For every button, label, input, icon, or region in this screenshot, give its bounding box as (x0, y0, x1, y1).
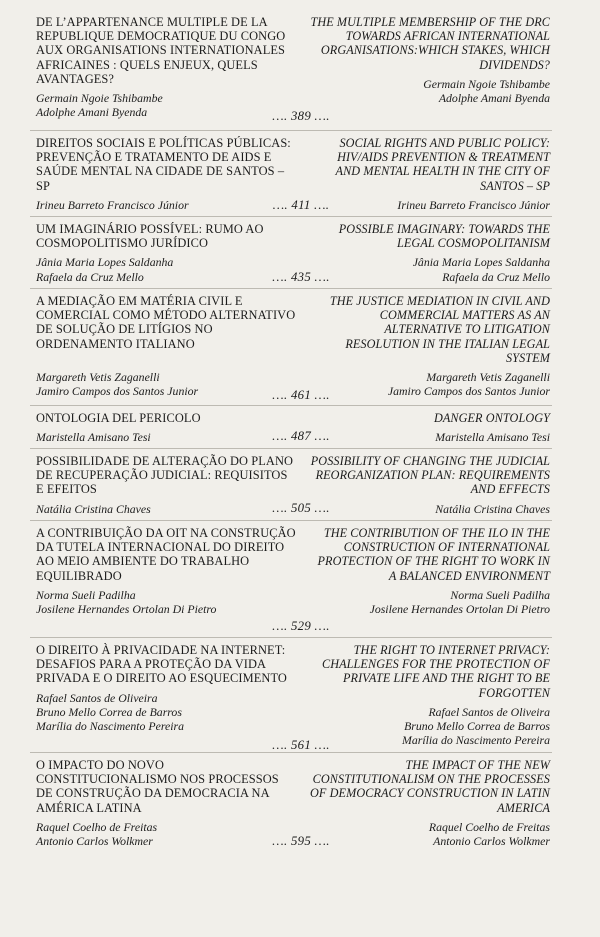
entry-original (36, 526, 298, 616)
article-title-english[interactable]: DANGER ONTOLOGY (433, 411, 550, 425)
entry-translation (310, 454, 550, 516)
author-name: Marília do Nascimento Pereira (36, 719, 184, 734)
author-name: Josilene Hernandes Ortolan Di Pietro (369, 602, 550, 617)
article-title-english[interactable]: POSSIBLE IMAGINARY: TOWARDS THE LEGAL COSMOPOLITANISM (338, 222, 550, 251)
author-name: Maristella Amisano Tesi (36, 430, 151, 445)
article-title[interactable]: DIREITOS SOCIAIS E POLÍTICAS PÚBLICAS: PREVENÇÃO E TRATAMENTO DE AIDS E SAÚDE MENTAL NA CIDADE DE SANTOS – SP (36, 136, 291, 193)
article-title[interactable]: ONTOLOGIA DEL PERICOLO (36, 411, 201, 425)
entry-divider (30, 288, 552, 289)
author-name: Rafael Santos de Oliveira (428, 704, 550, 719)
article-title-english[interactable]: THE CONTRIBUTION OF THE ILO IN THE CONSTRUCTION OF INTERNATIONAL PROTECTION OF THE RIGHT TO WORK IN A BALANCED ENVIRONMENT (317, 526, 550, 583)
author-name: Raquel Coelho de Freitas (428, 819, 550, 834)
author-list (310, 255, 550, 284)
author-name: Margareth Vetis Zaganelli (36, 369, 160, 384)
author-name: Adolphe Amani Byenda (438, 91, 550, 106)
author-name: Jânia Maria Lopes Saldanha (36, 255, 174, 270)
author-list (310, 77, 550, 106)
entry-translation (310, 15, 550, 105)
entry-divider (30, 637, 552, 638)
entry-translation (310, 643, 550, 748)
author-name: Norma Sueli Padilha (450, 587, 550, 602)
author-name: Maristella Amisano Tesi (435, 430, 550, 445)
author-list (310, 820, 550, 849)
article-title-english[interactable]: THE JUSTICE MEDIATION IN CIVIL AND COMMERCIAL MATTERS AS AN ALTERNATIVE TO LITIGATION RESOLUTION IN THE ITALIAN LEGAL SYSTEM (329, 294, 550, 365)
entry-divider (30, 216, 552, 217)
author-name: Bruno Mello Correa de Barros (404, 719, 550, 734)
article-title-english[interactable]: SOCIAL RIGHTS AND PUBLIC POLICY: HIV/AIDS PREVENTION & TREATMENT AND MENTAL HEALTH IN THE CITY OF SANTOS – SP (335, 136, 550, 193)
author-name: Jânia Maria Lopes Saldanha (412, 255, 550, 270)
article-title-english[interactable]: POSSIBILITY OF CHANGING THE JUDICIAL REORGANIZATION PLAN: REQUIREMENTS AND EFFECTS (310, 454, 550, 497)
entry-original (36, 643, 298, 734)
author-name: Natália Cristina Chaves (435, 501, 550, 516)
entry-divider (30, 405, 552, 406)
entry-divider (30, 448, 552, 449)
entry-translation (310, 294, 550, 399)
author-name: Adolphe Amani Byenda (36, 105, 148, 120)
article-title[interactable]: POSSIBILIDADE DE ALTERAÇÃO DO PLANO DE RECUPERAÇÃO JUDICIAL: REQUISITOS E EFEITOS (36, 454, 294, 497)
author-name: Raquel Coelho de Freitas (36, 819, 158, 834)
author-list (310, 198, 550, 212)
page-number[interactable]: …. 389 …. (272, 109, 330, 123)
entry-original (36, 15, 298, 120)
article-title-english[interactable]: THE MULTIPLE MEMBERSHIP OF THE DRC TOWARDS AFRICAN INTERNATIONAL ORGANISATIONS:WHICH STAKES, WHICH DIVIDENDS? (310, 15, 550, 72)
page-number[interactable]: …. 505 …. (272, 501, 330, 515)
author-list (310, 705, 550, 748)
entry-translation (310, 222, 550, 284)
author-list (36, 691, 298, 734)
page-number[interactable]: …. 411 …. (272, 198, 330, 212)
author-name: Margareth Vetis Zaganelli (426, 370, 550, 385)
author-name: Norma Sueli Padilha (36, 587, 136, 602)
author-name: Marília do Nascimento Pereira (402, 733, 550, 748)
entry-divider (30, 752, 552, 753)
author-name: Jamiro Campos dos Santos Junior (36, 384, 199, 399)
page-number[interactable]: …. 561 …. (272, 738, 330, 752)
entry-translation (310, 136, 550, 212)
entry-translation (310, 758, 550, 848)
article-title[interactable]: A MEDIAÇÃO EM MATÉRIA CIVIL E COMERCIAL COMO MÉTODO ALTERNATIVO DE SOLUÇÃO DE LITÍGIOS NO ORDENAMENTO ITALIANO (36, 294, 296, 351)
author-name: Rafaela da Cruz Mello (442, 269, 550, 284)
author-name: Rafaela da Cruz Mello (36, 269, 144, 284)
article-title[interactable]: UM IMAGINÁRIO POSSÍVEL: RUMO AO COSMOPOLITISMO JURÍDICO (36, 222, 264, 251)
page-number[interactable]: …. 595 …. (272, 834, 330, 848)
page-number[interactable]: …. 529 …. (272, 619, 330, 633)
author-name: Natália Cristina Chaves (36, 501, 151, 516)
article-title[interactable]: A CONTRIBUIÇÃO DA OIT NA CONSTRUÇÃO DA TUTELA INTERNACIONAL DO DIREITO AO MEIO AMBIENTE DO TRABALHO EQUILIBRADO (36, 526, 296, 583)
page-number[interactable]: …. 461 …. (272, 388, 330, 402)
author-list (310, 502, 550, 516)
entry-translation (310, 526, 550, 616)
author-name: Josilene Hernandes Ortolan Di Pietro (36, 602, 217, 617)
page-number[interactable]: …. 487 …. (272, 429, 330, 443)
entry-translation (310, 411, 550, 445)
author-list (310, 430, 550, 444)
author-name: Irineu Barreto Francisco Júnior (36, 197, 189, 212)
article-title[interactable]: O IMPACTO DO NOVO CONSTITUCIONALISMO NOS PROCESSOS DE CONSTRUÇÃO DA DEMOCRACIA NA AMÉRICA LATINA (36, 758, 279, 815)
article-title-english[interactable]: THE RIGHT TO INTERNET PRIVACY: CHALLENGES FOR THE PROTECTION OF PRIVATE LIFE AND THE RIGHT TO BE FORGOTTEN (321, 643, 550, 700)
author-name: Germain Ngoie Tshibambe (423, 76, 550, 91)
author-list (310, 588, 550, 617)
author-name: Antonio Carlos Wolkmer (433, 834, 550, 849)
author-name: Irineu Barreto Francisco Júnior (397, 197, 550, 212)
entry-divider (30, 520, 552, 521)
author-list (36, 588, 298, 617)
author-name: Rafael Santos de Oliveira (36, 690, 158, 705)
page-number[interactable]: …. 435 …. (272, 270, 330, 284)
article-title-english[interactable]: THE IMPACT OF THE NEW CONSTITUTIONALISM ON THE PROCESSES OF DEMOCRACY CONSTRUCTION IN LATIN AMERICA (310, 758, 550, 815)
author-name: Jamiro Campos dos Santos Junior (387, 384, 550, 399)
entry-original (36, 294, 298, 398)
article-title[interactable]: O DIREITO À PRIVACIDADE NA INTERNET: DESAFIOS PARA A PROTEÇÃO DA VIDA PRIVADA E O DIREITO AO ESQUECIMENTO (36, 643, 287, 686)
author-name: Antonio Carlos Wolkmer (36, 834, 153, 849)
entry-divider (30, 130, 552, 131)
author-name: Bruno Mello Correa de Barros (36, 704, 182, 719)
article-title[interactable]: DE L’APPARTENANCE MULTIPLE DE LA REPUBLIQUE DEMOCRATIQUE DU CONGO AUX ORGANISATIONS INTERNATIONALES AFRICAINES : QUELS ENJEUX, QUELS AVANTAGES? (36, 15, 286, 86)
author-name: Germain Ngoie Tshibambe (36, 91, 163, 106)
author-list (310, 370, 550, 399)
